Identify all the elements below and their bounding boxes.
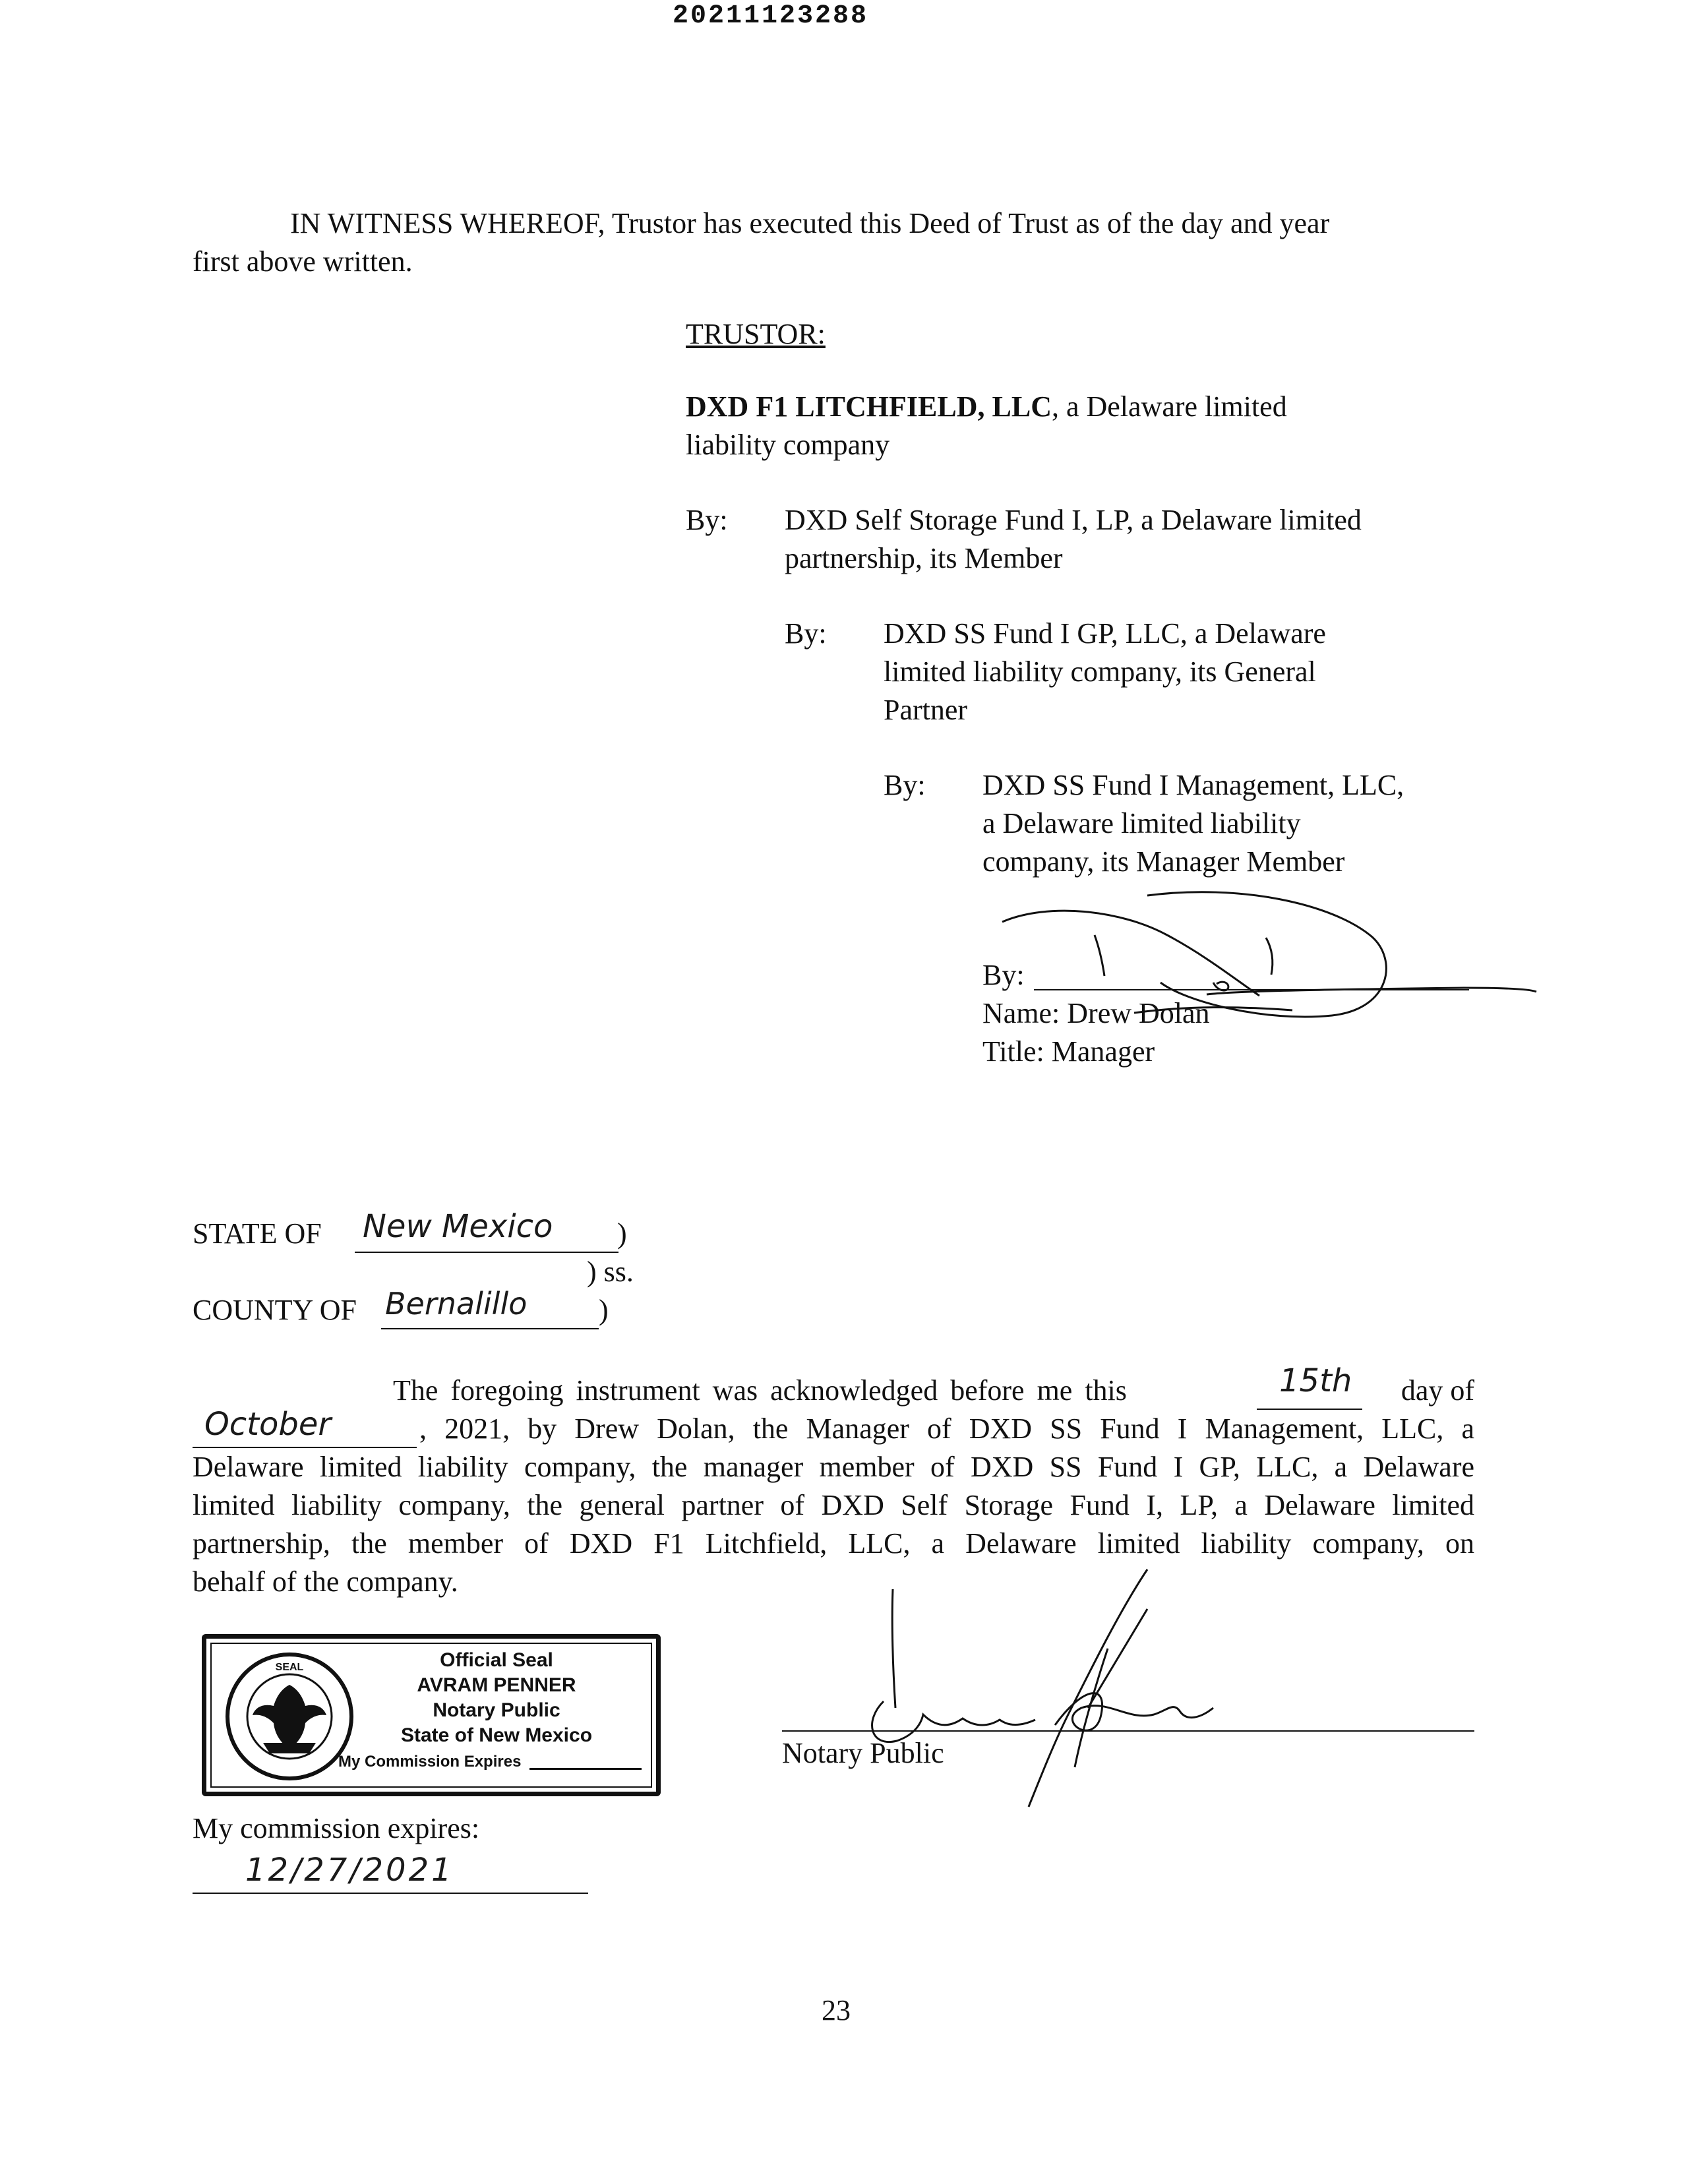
witness-line-1: IN WITNESS WHEREOF, Trustor has executed this Deed of Trust as of the day and year [290,207,1330,239]
ack-line-6: behalf of the company. [193,1565,458,1598]
seal-line-official: Official Seal [440,1649,553,1671]
by-label-2: By: [785,617,827,650]
seal-line-state: State of New Mexico [400,1724,593,1746]
trustor-entity-line-1 [686,388,1287,426]
document-number: 20211123288 [673,1,869,31]
by2-line-2: limited liability company, its General [884,655,1316,688]
great-seal-emblem [224,1651,355,1782]
by2-line-1: DXD SS Fund I GP, LLC, a Delaware [884,617,1326,650]
signer-title: Title: Manager [982,1035,1155,1068]
ack-line-3: Delaware limited liability company, the manager member of DXD SS Fund I GP, LLC, a Delaware [193,1451,1474,1483]
by-label-1: By: [686,504,728,536]
county-close-paren: ) [599,1294,609,1326]
by3-line-3: company, its Manager Member [982,845,1345,878]
by-label-3: By: [884,769,926,801]
trustor-entity-line-2: liability company [686,429,890,461]
county-handwritten: Bernalillo [385,1286,528,1321]
by1-line-1: DXD Self Storage Fund I, LP, a Delaware limited [785,504,1362,536]
month-handwritten: October [204,1406,332,1443]
day-field [1257,1362,1362,1410]
trustor-entity-desc: , a Delaware limited [1051,390,1287,423]
county-field [381,1286,599,1329]
trustor-entity-name: DXD F1 LITCHFIELD, LLC [686,390,1052,423]
ack-line-1-text: The foregoing instrument was acknowledged before me this [393,1374,1127,1407]
notary-public-label: Notary Public [782,1737,944,1769]
state-field [355,1208,618,1253]
by1-line-2: partnership, its Member [785,542,1063,574]
signature-by-label: By: [982,959,1025,991]
ss-marker: ) ss. [587,1256,634,1288]
by3-line-2: a Delaware limited liability [982,807,1301,839]
signer-name: Name: Drew Dolan [982,997,1210,1029]
state-close-paren: ) [617,1217,627,1250]
seal-line-name: AVRAM PENNER [417,1674,576,1696]
drew-dolan-signature [989,884,1543,1042]
ack-line-5: partnership, the member of DXD F1 Litchfield, LLC, a Delaware limited liability company, on [193,1527,1474,1560]
notary-signature-line [782,1730,1474,1732]
witness-line-2: first above written. [193,245,413,278]
notary-seal [202,1634,661,1796]
day-handwritten: 15th [1279,1362,1352,1399]
by3-line-1: DXD SS Fund I Management, LLC, [982,769,1404,801]
state-label: STATE OF [193,1217,322,1250]
ack-day-of: day of [1401,1374,1474,1407]
commission-date-field [193,1852,588,1894]
county-label: COUNTY OF [193,1294,357,1326]
commission-date-handwritten: 12/27/2021 [245,1852,454,1889]
trustor-heading: TRUSTOR: [686,318,826,350]
notary-signature [844,1569,1253,1833]
page-number: 23 [822,1994,851,2026]
seal-line-commission: My Commission Expires [338,1753,522,1771]
month-field [193,1406,417,1448]
ack-line-2: , 2021, by Drew Dolan, the Manager of DXD SS Fund I Management, LLC, a [419,1412,1474,1445]
state-handwritten: New Mexico [363,1208,553,1245]
ack-line-4: limited liability company, the general partner of DXD Self Storage Fund I, LP, a Delaware limited [193,1489,1474,1521]
by2-line-3: Partner [884,694,968,726]
commission-label: My commission expires: [193,1812,480,1844]
svg-text:SEAL: SEAL [275,1662,304,1673]
seal-line-notary: Notary Public [433,1699,560,1721]
